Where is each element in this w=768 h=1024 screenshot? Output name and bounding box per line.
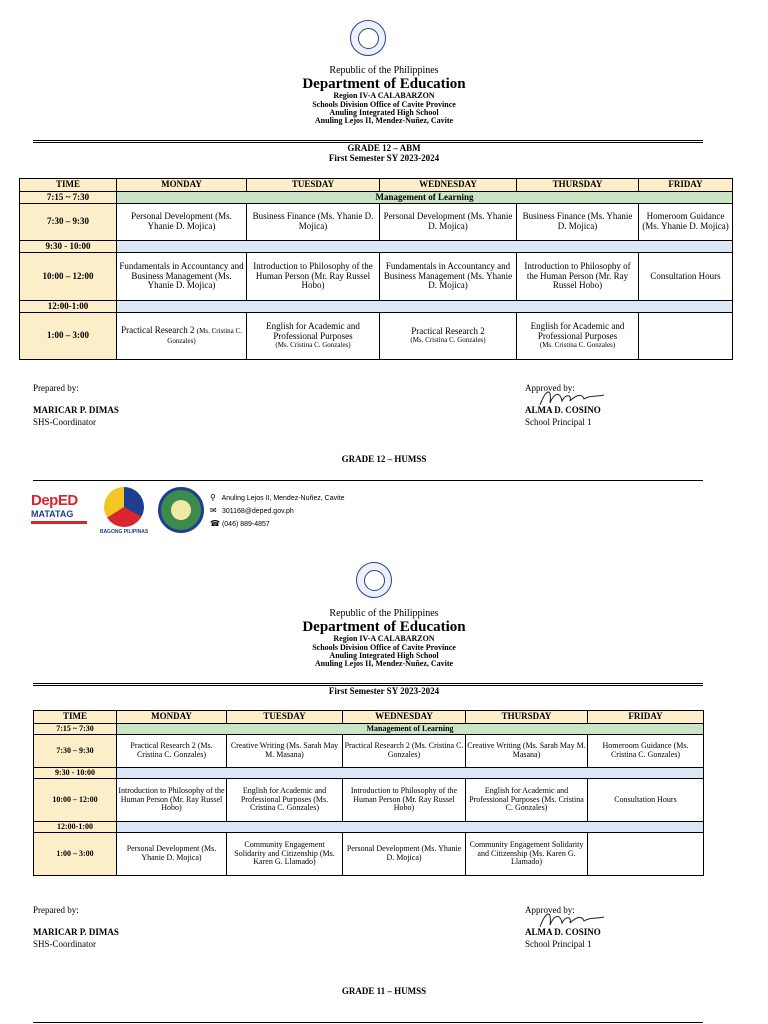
- time-cell: 7:15 ~ 7:30: [20, 192, 117, 204]
- prepared-name: MARICAR P. DIMAS: [33, 405, 119, 416]
- table-row: [34, 724, 704, 735]
- phone-icon: ☎: [210, 519, 220, 528]
- table-header-row: [20, 179, 733, 192]
- class-cell: Consultation Hours: [588, 779, 704, 822]
- teacher-label: (Ms. Cristina C. Gonzales): [275, 341, 351, 350]
- management-cell: Management of Learning: [117, 724, 704, 735]
- table-row: [34, 833, 704, 876]
- table-row: [20, 192, 733, 204]
- header-monday: MONDAY: [117, 179, 247, 192]
- class-cell: Introduction to Philosophy of the Human Person (Mr. Ray Russel Hobo): [343, 779, 466, 822]
- subject-label: English for Academic and Professional Purposes: [266, 321, 360, 342]
- class-cell: Creative Writing (Ms. Sarah May M. Masana): [227, 735, 343, 768]
- time-cell: 7:30 – 9:30: [34, 735, 117, 768]
- class-cell: Personal Development (Ms. Yhanie D. Mojica): [343, 833, 466, 876]
- prepared-label: Prepared by:: [33, 905, 79, 915]
- region-label: Region IV-A CALABARZON: [333, 91, 435, 101]
- management-cell: Management of Learning: [117, 192, 733, 204]
- header-monday: MONDAY: [117, 711, 227, 724]
- school-address: Anuling Lejos II, Mendez-Nuñez, Cavite: [314, 659, 454, 669]
- time-cell: 1:00 – 3:00: [20, 313, 117, 360]
- prepared-by-block: [33, 905, 119, 950]
- class-cell: [588, 833, 704, 876]
- deped-seal-icon: [350, 20, 386, 56]
- next-grade-label: GRADE 12 – HUMSS: [341, 454, 427, 464]
- header-friday: FRIDAY: [639, 179, 733, 192]
- schedule-table-abm: [19, 178, 733, 360]
- semester-title: First Semester SY 2023-2024: [328, 686, 440, 696]
- table-row: [20, 241, 733, 253]
- subject-label: Practical Research 2: [121, 325, 195, 336]
- break-cell: [117, 822, 704, 833]
- semester-label: First Semester SY 2023-2024: [328, 152, 440, 163]
- header-thursday: THURSDAY: [466, 711, 588, 724]
- class-cell: Business Finance (Ms. Yhanie D. Mojica): [247, 204, 380, 241]
- class-cell: Community Engagement Solidarity and Citizenship (Ms. Karen G. Llamado): [466, 833, 588, 876]
- subject-label: English for Academic and Professional Purposes: [530, 321, 625, 342]
- class-cell: [117, 313, 247, 360]
- schedule-table-humss: [33, 710, 704, 876]
- header-wednesday: WEDNESDAY: [343, 711, 466, 724]
- subject-label: Practical Research 2: [411, 326, 485, 337]
- republic-label: Republic of the Philippines: [329, 608, 439, 619]
- class-cell: English for Academic and Professional Purposes (Ms. Cristina C. Gonzales): [227, 779, 343, 822]
- matatag-text: MATATAG: [31, 509, 74, 519]
- class-cell: Personal Development (Ms. Yhanie D. Mojica): [380, 204, 517, 241]
- last-grade-label: GRADE 11 – HUMSS: [341, 986, 427, 996]
- class-cell: Introduction to Philosophy of the Human Person (Mr. Ray Russel Hobo): [247, 253, 380, 301]
- grade-label: GRADE 12 – ABM: [347, 143, 421, 153]
- footer-email: 301168@deped.gov.ph: [221, 508, 294, 515]
- table-row: [20, 253, 733, 301]
- class-cell: [380, 313, 517, 360]
- school-name: Anuling Integrated High School: [329, 108, 439, 118]
- prepared-by-block: [33, 383, 119, 428]
- time-cell: 12:00-1:00: [20, 301, 117, 313]
- class-cell: Fundamentals in Accountancy and Business Management (Ms. Yhanie D. Mojica): [117, 253, 247, 301]
- region-label: Region IV-A CALABARZON: [333, 634, 435, 644]
- header-friday: FRIDAY: [588, 711, 704, 724]
- department-title: Department of Education: [302, 75, 466, 92]
- approved-label: Approved by:: [525, 905, 575, 915]
- class-cell: [639, 313, 733, 360]
- school-seal-icon: [158, 487, 204, 533]
- header-tuesday: TUESDAY: [227, 711, 343, 724]
- table-row: [20, 204, 733, 241]
- class-cell: Personal Development (Ms. Yhanie D. Mojica): [117, 204, 247, 241]
- class-cell: Homeroom Guidance (Ms. Yhanie D. Mojica): [639, 204, 733, 241]
- division-label: Schools Division Office of Cavite Province: [312, 99, 456, 109]
- division-label: Schools Division Office of Cavite Province: [312, 642, 456, 652]
- time-cell: 7:15 ~ 7:30: [34, 724, 117, 735]
- time-cell: 1:00 – 3:00: [34, 833, 117, 876]
- approved-label: Approved by:: [525, 383, 575, 393]
- principal-signature-icon: [536, 385, 608, 411]
- class-cell: Consultation Hours: [639, 253, 733, 301]
- class-cell: [247, 313, 380, 360]
- prepared-label: Prepared by:: [33, 383, 79, 393]
- grade-title: [184, 144, 584, 164]
- principal-signature-icon: [536, 907, 608, 933]
- approved-name: ALMA D. COSINO: [525, 405, 601, 416]
- class-cell: Introduction to Philosophy of the Human Person (Mr. Ray Russel Hobo): [517, 253, 639, 301]
- header-time: TIME: [34, 711, 117, 724]
- class-cell: Business Finance (Ms. Yhanie D. Mojica): [517, 204, 639, 241]
- teacher-label: (Ms. Cristina C. Gonzales): [539, 341, 616, 350]
- republic-label: Republic of the Philippines: [329, 65, 439, 76]
- class-cell: [517, 313, 639, 360]
- table-row: [34, 779, 704, 822]
- header-thursday: THURSDAY: [517, 179, 639, 192]
- class-cell: Community Engagement Solidarity and Citizenship (Ms. Karen G. Llamado): [227, 833, 343, 876]
- class-cell: Practical Research 2 (Ms. Cristina C. Gonzales): [343, 735, 466, 768]
- table-header-row: [34, 711, 704, 724]
- break-cell: [117, 301, 733, 313]
- break-cell: [117, 241, 733, 253]
- deped-logo-text: DepED: [31, 492, 78, 509]
- footer-address: Anuling Lejos II, Mendez-Nuñez, Cavite: [221, 495, 345, 502]
- header-wednesday: WEDNESDAY: [380, 179, 517, 192]
- class-cell: Personal Development (Ms. Yhanie D. Mojica): [117, 833, 227, 876]
- deped-logo: [31, 492, 91, 540]
- time-cell: 12:00-1:00: [34, 822, 117, 833]
- teacher-label: (Ms. Cristina C. Gonzales): [167, 327, 242, 345]
- approved-title: School Principal 1: [525, 416, 592, 427]
- header-time: TIME: [20, 179, 117, 192]
- prepared-name: MARICAR P. DIMAS: [33, 927, 119, 938]
- approved-name: ALMA D. COSINO: [525, 927, 601, 938]
- letterhead: [184, 609, 584, 669]
- deped-seal-icon: [356, 562, 392, 598]
- table-row: [34, 735, 704, 768]
- class-cell: English for Academic and Professional Purposes (Ms. Cristina C. Gonzales): [466, 779, 588, 822]
- school-address: Anuling Lejos II, Mendez-Nuñez, Cavite: [314, 116, 454, 126]
- school-name: Anuling Integrated High School: [329, 651, 439, 661]
- class-cell: Introduction to Philosophy of the Human Person (Mr. Ray Russel Hobo): [117, 779, 227, 822]
- bagong-pilipinas-text: BAGONG PILIPINAS: [99, 529, 149, 535]
- teacher-label: (Ms. Cristina C. Gonzales): [410, 336, 486, 345]
- table-row: [20, 301, 733, 313]
- class-cell: Practical Research 2 (Ms. Cristina C. Gonzales): [117, 735, 227, 768]
- prepared-title: SHS-Coordinator: [33, 938, 96, 949]
- table-row: [34, 768, 704, 779]
- class-cell: Homeroom Guidance (Ms. Cristina C. Gonzales): [588, 735, 704, 768]
- letterhead: [184, 66, 584, 126]
- time-cell: 9:30 - 10:00: [34, 768, 117, 779]
- footer-divider: [33, 480, 703, 481]
- class-cell: Fundamentals in Accountancy and Business Management (Ms. Yhanie D. Mojica): [380, 253, 517, 301]
- location-icon: ⚲: [210, 493, 216, 502]
- time-cell: 10:00 – 12:00: [20, 253, 117, 301]
- table-row: [20, 313, 733, 360]
- time-cell: 10:00 – 12:00: [34, 779, 117, 822]
- footer-phone: (046) 889-4857: [221, 521, 270, 528]
- time-cell: 7:30 – 9:30: [20, 204, 117, 241]
- department-title: Department of Education: [302, 618, 466, 635]
- header-tuesday: TUESDAY: [247, 179, 380, 192]
- bottom-divider: [33, 1022, 703, 1023]
- email-icon: ✉: [210, 506, 217, 515]
- approved-title: School Principal 1: [525, 938, 592, 949]
- table-row: [34, 822, 704, 833]
- prepared-title: SHS-Coordinator: [33, 416, 96, 427]
- footer-contact: [210, 492, 345, 531]
- break-cell: [117, 768, 704, 779]
- class-cell: Creative Writing (Ms. Sarah May M. Masana): [466, 735, 588, 768]
- bagong-pilipinas-logo: [94, 487, 154, 539]
- time-cell: 9:30 - 10:00: [20, 241, 117, 253]
